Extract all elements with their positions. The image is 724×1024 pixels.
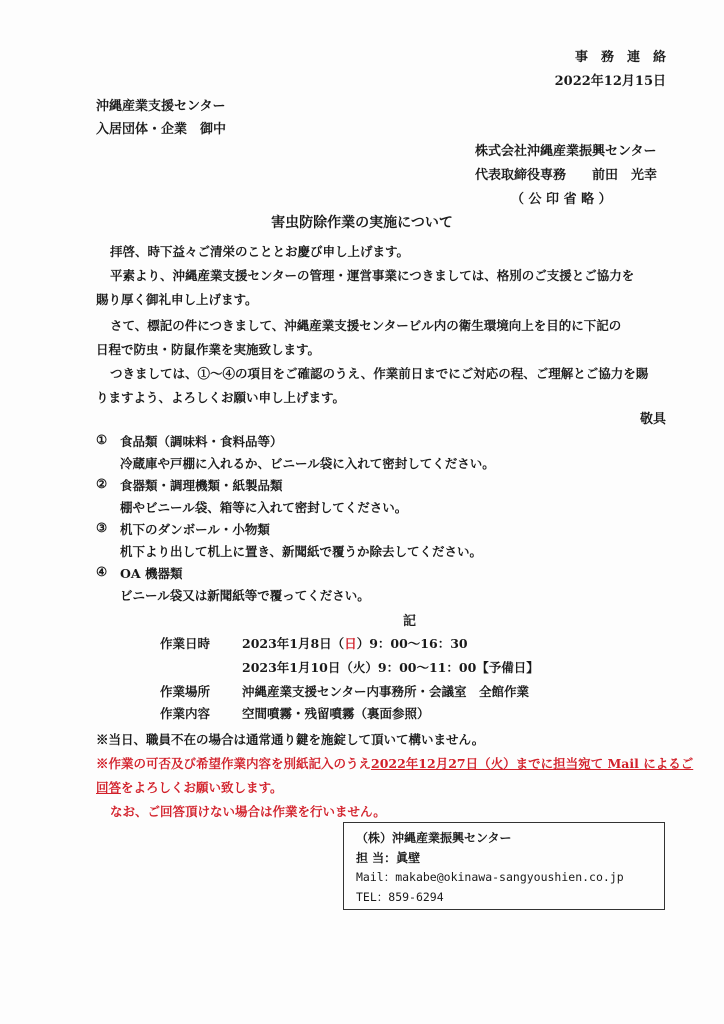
note-reply-prefix: ※作業の可否及び希望作業内容を別紙記入のうえ [96, 756, 372, 771]
document-date: 2022年12月15日 [554, 74, 666, 89]
closing-keigu: 敬具 [639, 412, 666, 427]
paragraph-request-1: つきましては、①～④の項目をご確認のうえ、作業前日までにご対応の程、ご理解とご協力を賜 [110, 366, 649, 381]
paragraph-thanks-1: 平素より、沖縄産業支援センターの管理・運営事業につきましては、格別のご支援とご協力を [110, 268, 635, 283]
paragraph-greeting: 拝啓、時下益々ご清栄のこととお慶び申し上げます。 [110, 244, 410, 259]
work-date-1-time: ）9：00～16：30 [356, 636, 468, 651]
paragraph-request-2: りますよう、よろしくお願い申し上げます。 [96, 390, 346, 405]
work-content-label: 作業内容 [160, 706, 211, 721]
work-date-label: 作業日時 [160, 636, 211, 651]
work-date-1-date: 2023年1月8日（ [242, 636, 345, 651]
sender-person: 代表取締役専務 前田 光幸 [475, 168, 658, 183]
note-absence: ※当日、職員不在の場合は通常通り鍵を施錠して頂いて構いません。 [96, 732, 485, 747]
seal-omitted-note: （ 公 印 省 略 ） [511, 192, 612, 207]
item-3-number: ③ [96, 520, 108, 535]
contact-mail[interactable]: Mail：makabe@okinawa-sangyoushien.co.jp [356, 870, 624, 884]
item-1-title: 食品類（調味料・食料品等） [120, 434, 283, 449]
item-2-desc: 棚やビニール袋、箱等に入れて密封してください。 [120, 500, 408, 515]
work-date-1 [242, 634, 468, 652]
note-reply-deadline: 2022年12月27日（火）までに担当宛て Mail によるご [371, 756, 694, 771]
work-place: 沖縄産業支援センター内事務所・会議室 全館作業 [242, 684, 530, 699]
ki-heading: 記 [403, 614, 417, 629]
note-reply-suffix: をよろしくお願い致します。 [121, 780, 283, 795]
note-reply-answer: 回答 [96, 780, 122, 795]
contact-tel: TEL：859-6294 [356, 890, 444, 904]
work-content: 空間噴霧・残留噴霧（裏面参照） [242, 706, 430, 721]
item-2-title: 食器類・調理機類・紙製品類 [120, 478, 283, 493]
document-title: 害虫防除作業の実施について [271, 215, 453, 231]
recipient-line1: 沖縄産業支援センター [96, 99, 226, 114]
item-3-title: 机下のダンボール・小物類 [120, 522, 270, 537]
work-date-1-sunday: 日 [344, 636, 357, 651]
item-1-number: ① [96, 432, 108, 447]
notice-type: 事 務 連 絡 [574, 50, 666, 65]
item-4-number: ④ [96, 564, 108, 579]
note-no-reply: なお、ご回答頂けない場合は作業を行いません。 [110, 804, 386, 819]
item-4-title: OA 機器類 [120, 566, 183, 581]
work-place-label: 作業場所 [160, 684, 211, 699]
contact-person: 担 当：眞壁 [356, 851, 421, 865]
paragraph-thanks-2: 賜り厚く御礼申し上げます。 [96, 292, 258, 307]
sender-company: 株式会社沖縄産業振興センター [475, 144, 657, 159]
contact-org: （株）沖縄産業振興センター [356, 831, 512, 845]
contact-box [343, 822, 665, 910]
note-reply-request-2 [96, 778, 283, 796]
paragraph-purpose-1: さて、標記の件につきまして、沖縄産業支援センタービル内の衛生環境向上を目的に下記の [110, 318, 622, 333]
item-4-desc: ビニール袋又は新聞紙等で覆ってください。 [120, 588, 370, 603]
item-1-desc: 冷蔵庫や戸棚に入れるか、ビニール袋に入れて密封してください。 [120, 456, 495, 471]
note-reply-request-1 [96, 754, 693, 772]
item-3-desc: 机下より出して机上に置き、新聞紙で覆うか除去してください。 [120, 544, 483, 559]
paragraph-purpose-2: 日程で防虫・防鼠作業を実施致します。 [96, 342, 321, 357]
recipient-line2: 入居団体・企業 御中 [96, 122, 227, 137]
work-date-2: 2023年1月10日（火）9：00～11：00【予備日】 [242, 660, 539, 675]
item-2-number: ② [96, 476, 108, 491]
